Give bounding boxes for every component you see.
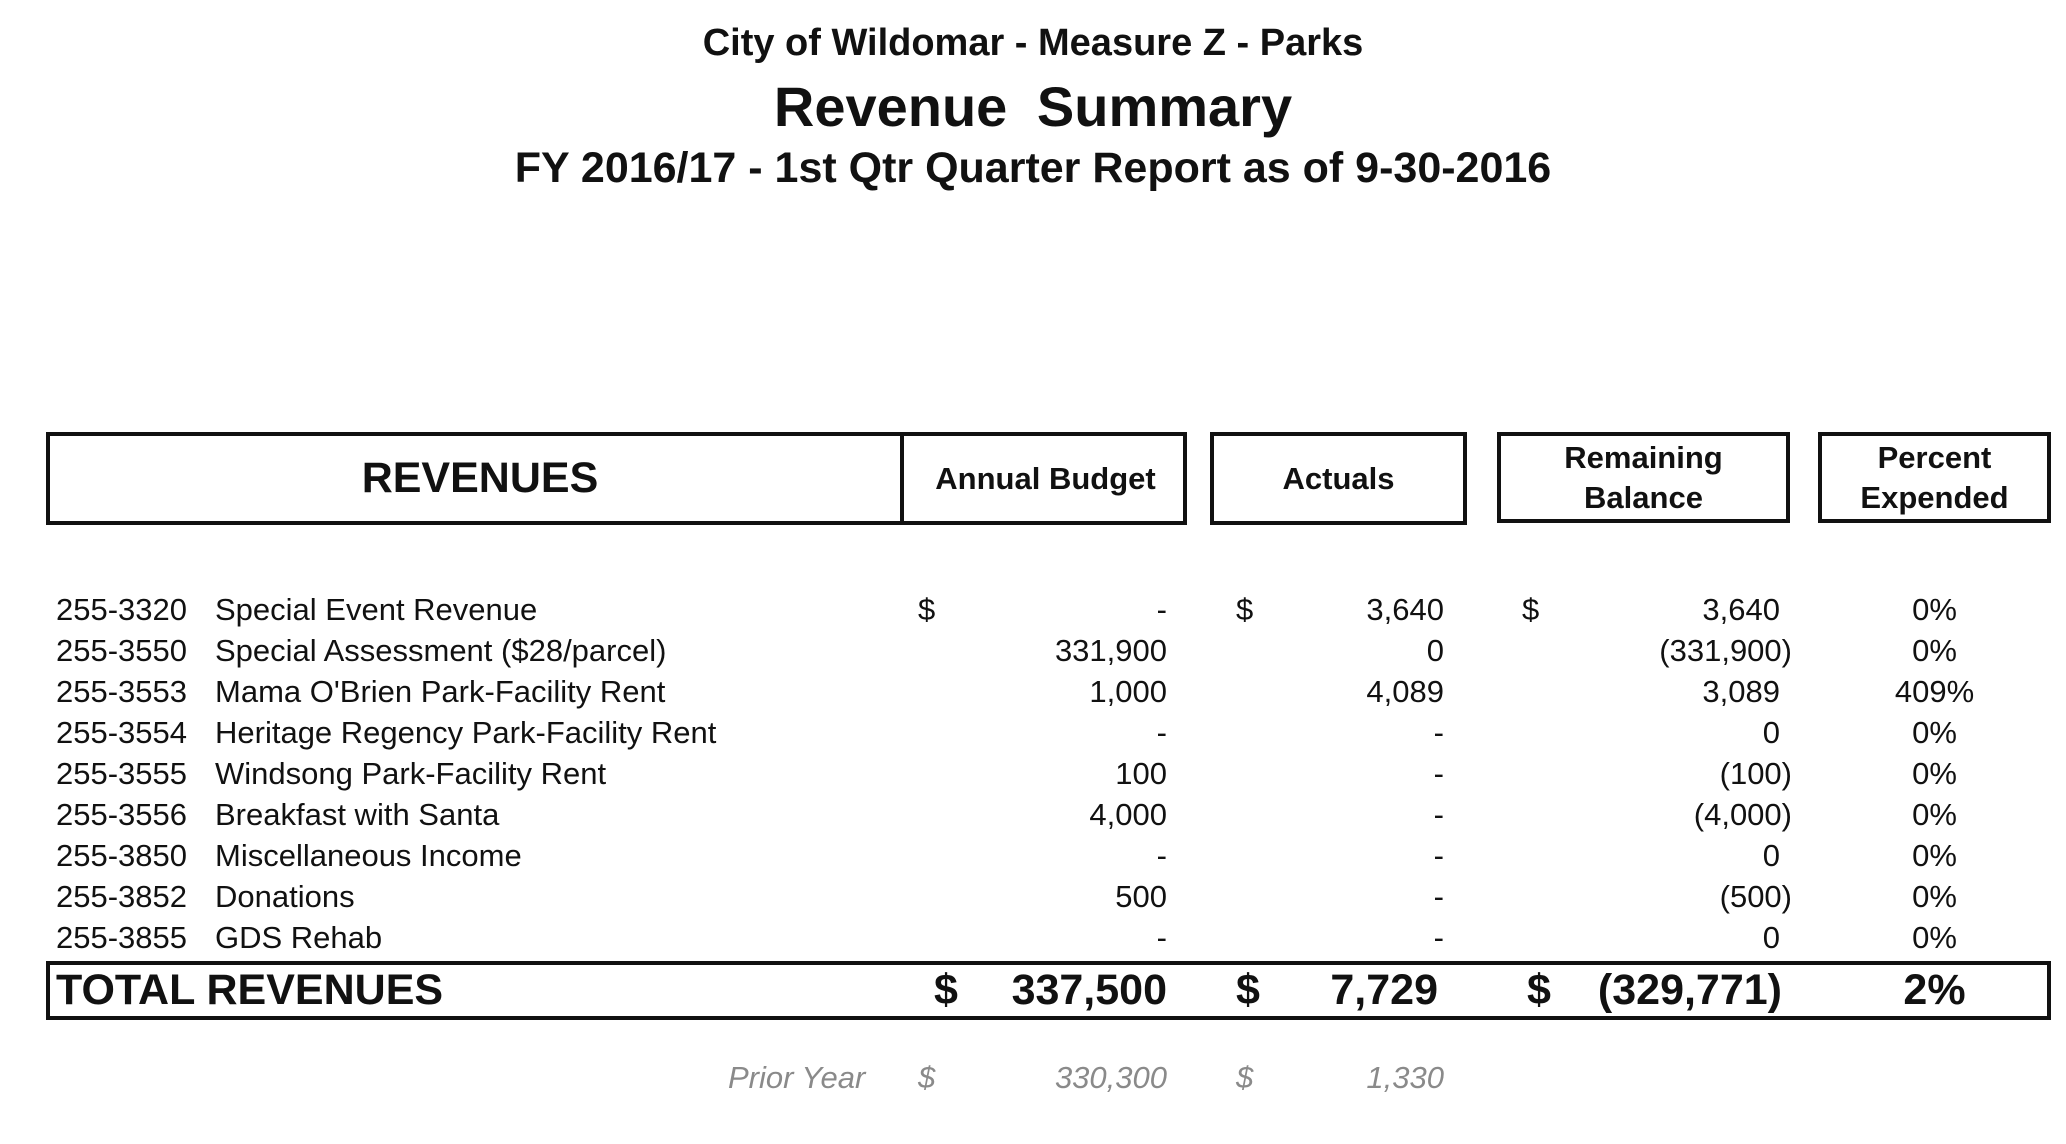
budget-value: - [1156, 838, 1167, 873]
table-row [0, 756, 2066, 797]
actuals-value: - [1433, 879, 1444, 914]
annual-budget-header: Annual Budget [935, 460, 1156, 496]
actuals-value: - [1433, 920, 1444, 955]
remaining-value: 3,640 [1702, 592, 1780, 627]
account-code: 255-3850 [56, 838, 188, 873]
actuals-value: - [1433, 797, 1444, 832]
account-code: 255-3320 [56, 592, 188, 627]
budget-value: - [1156, 715, 1167, 750]
table-row [0, 879, 2066, 920]
budget-value: 500 [1115, 879, 1167, 914]
prior-year-budget-currency: $ [918, 1060, 936, 1095]
remaining-value: (331,900) [1659, 633, 1792, 668]
remaining-header-line1: Remaining [1564, 439, 1723, 475]
account-code: 255-3555 [56, 756, 188, 791]
total-remaining-value: (329,771) [1597, 966, 1782, 1014]
total-label: TOTAL REVENUES [56, 966, 444, 1014]
report-org-title: City of Wildomar - Measure Z - Parks [702, 22, 1364, 64]
percent-value: 0% [1912, 715, 1957, 750]
percent-value: 0% [1912, 797, 1957, 832]
table-row [0, 920, 2066, 961]
account-description: Breakfast with Santa [215, 797, 500, 832]
account-description: Special Assessment ($28/parcel) [215, 633, 667, 668]
percent-value: 0% [1912, 592, 1957, 627]
budget-value: 331,900 [1054, 633, 1167, 668]
percent-value: 409% [1894, 674, 1975, 709]
actuals-value: 4,089 [1366, 674, 1444, 709]
percent-value: 0% [1912, 633, 1957, 668]
actuals-value: 3,640 [1366, 592, 1444, 627]
remaining-value: 0 [1762, 715, 1780, 750]
report-title: Revenue Summary [773, 75, 1293, 138]
percent-value: 0% [1912, 756, 1957, 791]
budget-value: - [1156, 592, 1167, 627]
budget-value: 100 [1115, 756, 1167, 791]
percent-value: 0% [1912, 920, 1957, 955]
account-description: GDS Rehab [215, 920, 383, 955]
account-code: 255-3553 [56, 674, 188, 709]
remaining-value: 0 [1762, 838, 1780, 873]
prior-year-label: Prior Year [728, 1060, 866, 1095]
account-description: Special Event Revenue [215, 592, 538, 627]
prior-year-budget-value: 330,300 [1054, 1060, 1167, 1095]
table-row [0, 838, 2066, 879]
account-description: Donations [215, 879, 355, 914]
total-remaining-currency: $ [1527, 966, 1551, 1014]
budget-currency: $ [918, 592, 936, 627]
total-percent-value: 2% [1903, 966, 1966, 1014]
actuals-currency: $ [1236, 592, 1254, 627]
actuals-header-box [1210, 432, 1467, 525]
actuals-value: - [1433, 715, 1444, 750]
remaining-currency: $ [1522, 592, 1540, 627]
account-code: 255-3556 [56, 797, 188, 832]
table-row [0, 797, 2066, 838]
budget-value: 4,000 [1089, 797, 1167, 832]
actuals-value: - [1433, 838, 1444, 873]
account-description: Windsong Park-Facility Rent [215, 756, 607, 791]
table-row [0, 592, 2066, 633]
percent-header-line1: Percent [1877, 439, 1992, 475]
account-description: Heritage Regency Park-Facility Rent [215, 715, 717, 750]
percent-expended-header-box [1818, 432, 2051, 523]
total-actuals-currency: $ [1236, 966, 1260, 1014]
actuals-header-label: Actuals [1282, 460, 1395, 496]
actuals-value: - [1433, 756, 1444, 791]
total-budget-value: 337,500 [1011, 966, 1167, 1014]
report-subtitle: FY 2016/17 - 1st Qtr Quarter Report as of 9-30-2016 [514, 144, 1552, 192]
account-code: 255-3554 [56, 715, 188, 750]
actuals-value: 0 [1426, 633, 1444, 668]
account-code: 255-3855 [56, 920, 188, 955]
remaining-value: (4,000) [1693, 797, 1792, 832]
remaining-value: 0 [1762, 920, 1780, 955]
remaining-balance-header-box [1497, 432, 1790, 523]
table-row [0, 633, 2066, 674]
account-code: 255-3550 [56, 633, 188, 668]
percent-header-line2: Expended [1860, 479, 2009, 515]
total-actuals-value: 7,729 [1330, 966, 1438, 1014]
remaining-value: 3,089 [1702, 674, 1780, 709]
table-row [0, 674, 2066, 715]
account-description: Mama O'Brien Park-Facility Rent [215, 674, 666, 709]
percent-value: 0% [1912, 838, 1957, 873]
total-budget-currency: $ [934, 966, 958, 1014]
percent-value: 0% [1912, 879, 1957, 914]
account-code: 255-3852 [56, 879, 188, 914]
prior-year-actuals-value: 1,330 [1366, 1060, 1444, 1095]
budget-value: 1,000 [1089, 674, 1167, 709]
revenues-header-label: REVENUES [361, 454, 599, 502]
table-row [0, 715, 2066, 756]
remaining-header-line2: Balance [1584, 479, 1703, 515]
account-description: Miscellaneous Income [215, 838, 522, 873]
remaining-value: (100) [1719, 756, 1792, 791]
prior-year-actuals-currency: $ [1236, 1060, 1254, 1095]
remaining-value: (500) [1719, 879, 1792, 914]
budget-value: - [1156, 920, 1167, 955]
